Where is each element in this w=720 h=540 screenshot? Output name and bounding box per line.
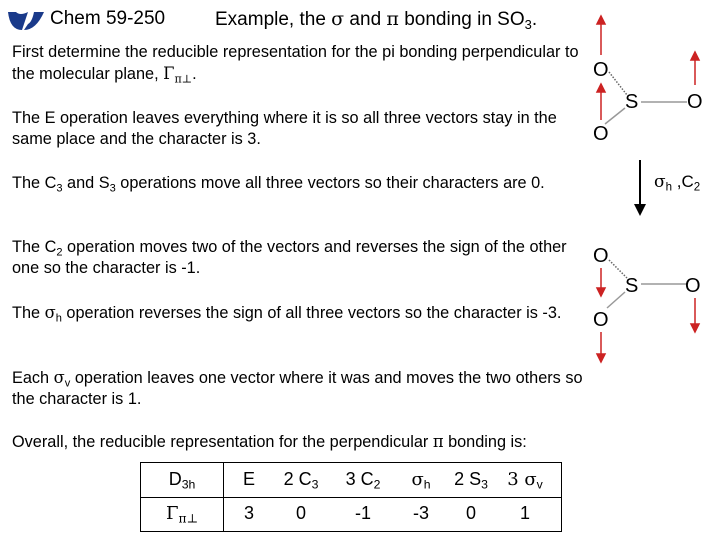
sulfur-atom-label: S xyxy=(625,275,639,297)
paragraph-c2-operation: The $C_2$ operation moves two of the vectors and reverses the sign of the other one so the character is -1. xyxy=(12,238,567,277)
table-header-cell: $\sigma_h$ xyxy=(411,469,431,492)
table-value-cell: 0 xyxy=(295,503,307,523)
oxygen-atom-label: O xyxy=(593,123,609,145)
table-header-cell: E xyxy=(242,469,256,489)
so3-molecule-initial xyxy=(585,10,715,150)
table-header-cell: 2 $C_3$ xyxy=(283,469,319,492)
oxygen-atom-label: O xyxy=(687,91,703,113)
oxygen-atom-label: O xyxy=(593,309,609,331)
sulfur-atom-label: S xyxy=(625,91,639,113)
down-arrow-icon xyxy=(632,158,648,218)
course-code: Chem 59-250 xyxy=(50,8,166,29)
pi-vector-arrows xyxy=(597,268,699,362)
university-logo-icon xyxy=(6,8,46,34)
table-value-cell: -3 xyxy=(412,503,430,523)
table-value-cell: 3 xyxy=(243,503,255,523)
oxygen-atom-label: O xyxy=(685,275,701,297)
paragraph-sigma-v-operation: Each $\sigma_v$ operation leaves one vector where it was and moves the two others so the character is 1. xyxy=(12,368,583,408)
character-table xyxy=(140,462,562,532)
paragraph-e-operation: The E operation leaves everything where it is so all three vectors stay in the same place and the character is 3. xyxy=(12,109,557,148)
table-header-cell: 3 $C_2$ xyxy=(345,469,381,492)
table-value-cell: -1 xyxy=(354,503,372,523)
table-header-cell: 3 $\sigma_v$ xyxy=(507,469,543,492)
oxygen-atom-label: O xyxy=(593,59,609,81)
paragraph-sigma-h-operation: The $\sigma_h$ operation reverses the sign of all three vectors so the character is -3. xyxy=(12,303,562,325)
table-header-cell: 2 $S_3$ xyxy=(454,469,488,492)
paragraph-c3-s3-operation: The $C_3$ and $S_3$ operations move all three vectors so their characters are 0. xyxy=(12,174,545,195)
pi-vector-arrows xyxy=(597,16,699,120)
paragraph-reducible-rep: First determine the reducible representation for the pi bonding perpendicular to the molecular plane, $\Gamma_{\pi\perp}$. xyxy=(12,43,579,86)
so3-molecule-transformed xyxy=(585,232,715,372)
paragraph-overall: Overall, the reducible representation for the perpendicular π bonding is: xyxy=(12,432,527,451)
point-group-label: $D_{3h}$ xyxy=(168,469,196,492)
table-value-cell: 0 xyxy=(465,503,477,523)
gamma-row-label: $\Gamma_{\pi\perp}$ xyxy=(165,503,199,526)
slide-title: Example, the σ and π bonding in $SO_3$. xyxy=(215,8,538,32)
table-value-cell: 1 xyxy=(519,503,531,523)
oxygen-atom-label: O xyxy=(593,245,609,267)
operation-label: $\sigma_h$ $,C_2$ xyxy=(654,172,701,194)
